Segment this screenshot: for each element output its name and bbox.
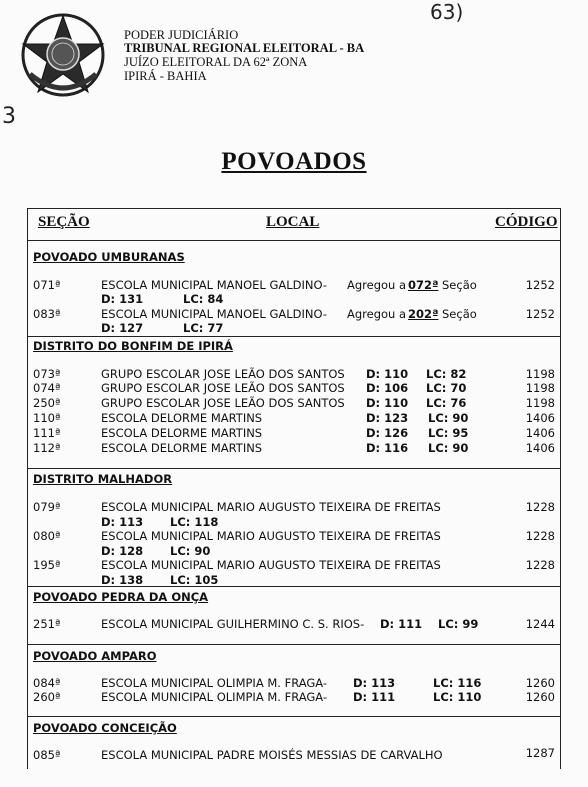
codigo-value: 1228 xyxy=(525,529,555,543)
local-name: ESCOLA DELORME MARTINS xyxy=(101,411,263,425)
local-name: GRUPO ESCOLAR JOSE LEÃO DOS SANTOS xyxy=(101,381,345,395)
codigo-value: 1228 xyxy=(525,558,555,572)
page-number-handwritten: 63) xyxy=(430,0,464,24)
group-title: POVOADO PEDRA DA ONÇA xyxy=(33,590,209,604)
d-value: D: 131 xyxy=(101,292,144,306)
codigo-value: 1198 xyxy=(525,396,555,410)
local-name: ESCOLA MUNICIPAL OLIMPIA M. FRAGA- xyxy=(101,676,328,690)
secao-number: 084ª xyxy=(33,676,61,690)
local-name: ESCOLA MUNICIPAL MARIO AUGUSTO TEIXEIRA DE FREITAS xyxy=(101,500,441,514)
header-poder: PODER JUDICIÁRIO xyxy=(124,28,239,42)
group-title: DISTRITO MALHADOR xyxy=(33,472,173,486)
local-name: ESCOLA MUNICIPAL PADRE MOISÉS MESSIAS DE CARVALHO xyxy=(101,748,443,762)
secao-word: Seção xyxy=(442,278,477,292)
row-divider xyxy=(27,240,560,241)
codigo-value: 1406 xyxy=(525,411,555,425)
group-title: POVOADO CONCEIÇÃO xyxy=(33,721,177,735)
page-title: POVOADOS xyxy=(221,148,367,175)
col-header-secao: SEÇÃO xyxy=(38,214,90,230)
local-name: ESCOLA MUNICIPAL MARIO AUGUSTO TEIXEIRA DE FREITAS xyxy=(101,529,441,543)
lc-value: LC: 110 xyxy=(433,690,482,704)
d-value: D: 110 xyxy=(366,396,409,410)
secao-number: 074ª xyxy=(33,381,61,395)
secao-number: 110ª xyxy=(33,411,61,425)
group-title: POVOADO UMBURANAS xyxy=(33,250,185,264)
local-name: ESCOLA DELORME MARTINS xyxy=(101,441,263,455)
codigo-value: 1198 xyxy=(525,381,555,395)
secao-number: 111ª xyxy=(33,426,61,440)
agregou-label: Agregou a xyxy=(347,307,407,321)
secao-number: 083ª xyxy=(33,307,61,321)
local-name: ESCOLA MUNICIPAL MANOEL GALDINO- xyxy=(101,278,328,292)
d-value: D: 113 xyxy=(101,515,144,529)
header-tribunal: TRIBUNAL REGIONAL ELEITORAL - BA xyxy=(124,41,365,55)
codigo-value: 1228 xyxy=(525,500,555,514)
d-value: D: 128 xyxy=(101,544,144,558)
secao-number: 085ª xyxy=(33,748,61,762)
local-name: GRUPO ESCOLAR JOSE LEÃO DOS SANTOS xyxy=(101,396,345,410)
secao-number: 195ª xyxy=(33,558,61,572)
lc-value: LC: 118 xyxy=(170,515,219,529)
agregou-secao: 072ª xyxy=(408,278,439,292)
lc-value: LC: 90 xyxy=(428,441,469,455)
lc-value: LC: 82 xyxy=(426,367,467,381)
d-value: D: 138 xyxy=(101,573,144,587)
codigo-value: 1406 xyxy=(525,441,555,455)
secao-number: 251ª xyxy=(33,617,61,631)
codigo-value: 1198 xyxy=(525,367,555,381)
d-value: D: 106 xyxy=(366,381,409,395)
secao-number: 250ª xyxy=(33,396,61,410)
local-name: ESCOLA MUNICIPAL MARIO AUGUSTO TEIXEIRA DE FREITAS xyxy=(101,558,441,572)
codigo-value: 1406 xyxy=(525,426,555,440)
agregou-label: Agregou a xyxy=(347,278,407,292)
brasao-seal-icon xyxy=(20,12,106,98)
row-divider xyxy=(27,644,560,645)
local-name: GRUPO ESCOLAR JOSE LEÃO DOS SANTOS xyxy=(101,367,345,381)
row-divider xyxy=(27,336,560,337)
secao-word: Seção xyxy=(442,307,477,321)
d-value: D: 126 xyxy=(366,426,409,440)
margin-mark: 3 xyxy=(2,104,16,129)
d-value: D: 127 xyxy=(101,321,144,335)
header-juizo: JUÍZO ELEITORAL DA 62ª ZONA xyxy=(124,55,308,69)
local-name: ESCOLA MUNICIPAL MANOEL GALDINO- xyxy=(101,307,328,321)
lc-value: LC: 90 xyxy=(428,411,469,425)
col-header-codigo: CÓDIGO xyxy=(495,214,558,230)
d-value: D: 123 xyxy=(366,411,409,425)
lc-value: LC: 105 xyxy=(170,573,219,587)
codigo-value: 1260 xyxy=(525,690,555,704)
lc-value: LC: 76 xyxy=(426,396,467,410)
group-title: DISTRITO DO BONFIM DE IPIRÁ xyxy=(33,339,233,353)
secao-number: 260ª xyxy=(33,690,61,704)
codigo-value: 1260 xyxy=(525,676,555,690)
secao-number: 073ª xyxy=(33,367,61,381)
codigo-value: 1252 xyxy=(525,278,555,292)
d-value: D: 110 xyxy=(366,367,409,381)
d-value: D: 113 xyxy=(353,676,396,690)
agregou-secao: 202ª xyxy=(408,307,439,321)
lc-value: LC: 77 xyxy=(183,321,224,335)
local-name: ESCOLA DELORME MARTINS xyxy=(101,426,263,440)
group-title: POVOADO AMPARO xyxy=(33,649,157,663)
lc-value: LC: 84 xyxy=(183,292,224,306)
codigo-value: 1287 xyxy=(525,746,555,760)
d-value: D: 116 xyxy=(366,441,409,455)
codigo-value: 1252 xyxy=(525,307,555,321)
local-name: ESCOLA MUNICIPAL OLIMPIA M. FRAGA- xyxy=(101,690,328,704)
secao-number: 071ª xyxy=(33,278,61,292)
local-name: ESCOLA MUNICIPAL GUILHERMINO C. S. RIOS- xyxy=(101,617,365,631)
codigo-value: 1244 xyxy=(525,617,555,631)
lc-value: LC: 95 xyxy=(428,426,469,440)
lc-value: LC: 70 xyxy=(426,381,467,395)
row-divider xyxy=(27,716,560,717)
lc-value: LC: 90 xyxy=(170,544,211,558)
lc-value: LC: 99 xyxy=(438,617,479,631)
secao-number: 112ª xyxy=(33,441,61,455)
header-cidade: IPIRÁ - BAHIA xyxy=(124,69,207,83)
row-divider xyxy=(27,468,560,469)
col-header-local: LOCAL xyxy=(266,214,320,230)
lc-value: LC: 116 xyxy=(433,676,482,690)
d-value: D: 111 xyxy=(353,690,396,704)
d-value: D: 111 xyxy=(380,617,423,631)
secao-number: 079ª xyxy=(33,500,61,514)
secao-number: 080ª xyxy=(33,529,61,543)
